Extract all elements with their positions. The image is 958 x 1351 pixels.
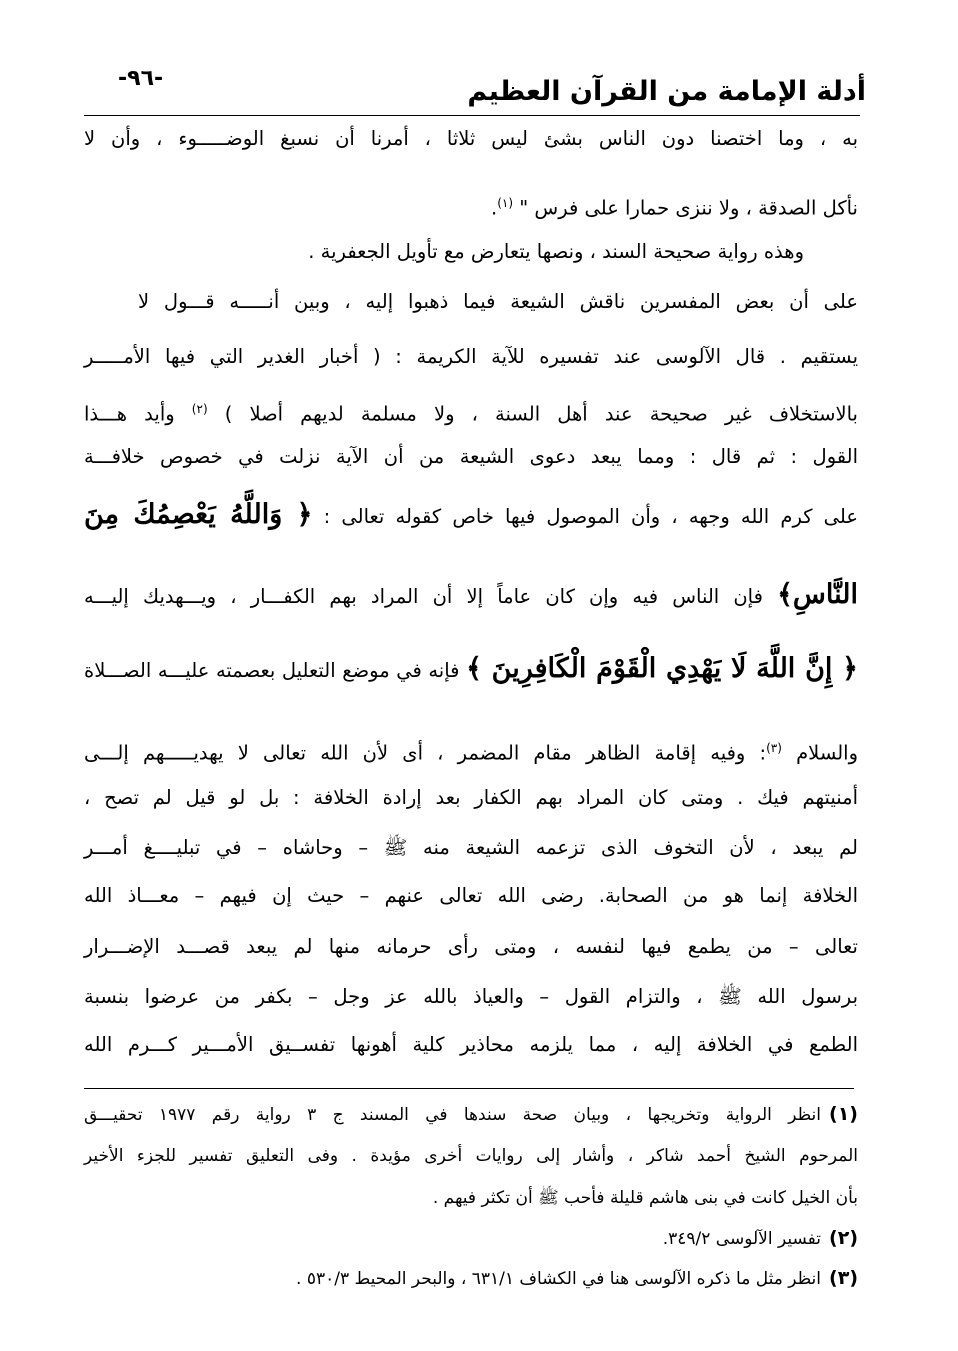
body-line: برسول الله ﷺ ، والتزام القول – والعياذ بالله عز وجل – بكفر من عرضوا بنسبة — [84, 985, 858, 1008]
body-line: الخلافة إنما هو من الصحابة. رضى الله تعالى عنهم – حيث إن فيهم – معـــاذ الله — [84, 884, 858, 907]
footnote-3: (٣)انظر مثل ما ذكره الآلوسى هنا في الكشاف ٦٣١/١ ، والبحر المحيط ٥٣٠/٣ . — [296, 1267, 858, 1289]
body-line: ﴿ إِنَّ اللَّهَ لَا يَهْدِي الْقَوْمَ الْكَافِرِينَ ﴾ فإنه في موضع التعليل بعصمته عليـــه الصـــلاة — [84, 653, 858, 684]
quran-verse: النَّاسِ﴾ — [777, 579, 858, 610]
running-title: أدلة الإمامة من القرآن العظيم — [467, 76, 866, 107]
body-line: النَّاسِ﴾ فإن الناس فيه وإن كان عاماً إلا أن المراد بهم الكفـــار ، ويـــهديك إليـــه — [84, 579, 858, 610]
footnote-1: (١)انظر الرواية وتخريجها ، وبيان صحة سندها في المسند ج ٣ رواية رقم ١٩٧٧ تحقيـــق — [84, 1103, 858, 1125]
footnote-ref: (٢) — [191, 402, 208, 416]
footnote-1-continued: بأن الخيل كانت في بنى هاشم قليلة فأحب ﷺ أن تكثر فيهم . — [432, 1188, 858, 1208]
footnote-ref: (١) — [497, 196, 514, 210]
footnote-number: (١) — [829, 1103, 858, 1125]
body-line: تعالى – من يطمع فيها لنفسه ، ومتى رأى حرمانه منها لم يبعد قصـــد الإضـــرار — [84, 935, 858, 958]
footnote-1-continued: المرحوم الشيخ أحمد شاكر ، وأشار إلى روايات أخرى مؤيدة . وفى التعليق تفسير للجزء الأخير — [84, 1146, 858, 1166]
body-line: به ، وما اختصنا دون الناس بشئ ليس ثلاثا ، أمرنا أن نسبغ الوضـــــوء ، وأن لا — [84, 127, 858, 150]
footnote-2: (٢)تفسير الآلوسى ٣٤٩/٢. — [662, 1227, 858, 1249]
body-line: وهذه رواية صحيحة السند ، ونصها يتعارض مع تأويل الجعفرية . — [308, 240, 804, 263]
footnote-number: (٣) — [829, 1267, 858, 1289]
footnote-number: (٢) — [829, 1227, 858, 1249]
body-line: بالاستخلاف غير صحيحة عند أهل السنة ، ولا مسلمة لديهم أصلا ) $^{(٢)}$ وأيد هـــذا — [84, 402, 858, 426]
body-line: القول : ثم قال : ومما يبعد دعوى الشيعة من أن الآية نزلت في خصوص خلافـــة — [84, 445, 858, 468]
body-line: أمنيتهم فيك . ومتى كان المراد بهم الكفار بعد إرادة الخلافة : بل لو قيل لم تصح ، — [84, 786, 858, 809]
footnote-separator — [84, 1088, 854, 1089]
body-line: يستقيم . قال الآلوسى عند تفسيره للآية الكريمة : ( أخبار الغدير التي فيها الأمـــــر — [84, 345, 858, 368]
body-line: على أن بعض المفسرين ناقش الشيعة فيما ذهبوا إليه ، وبين أنـــــه قـــول لا — [138, 290, 858, 313]
body-line: لم يبعد ، لأن التخوف الذى تزعمه الشيعة منه ﷺ – وحاشاه – في تبليــــغ أمـــر — [84, 836, 858, 859]
body-line: والسلام $^{(٣)}$: وفيه إقامة الظاهر مقام المضمر ، أى لأن الله تعالى لا يهديـــــهم إلـــى — [84, 741, 858, 765]
quran-verse: ﴿ إِنَّ اللَّهَ لَا يَهْدِي الْقَوْمَ الْكَافِرِينَ ﴾ — [466, 653, 858, 684]
header-rule — [84, 115, 860, 116]
footnote-ref: (٣) — [766, 741, 782, 755]
quran-verse: ﴿ وَاللَّهُ يَعْصِمُكَ مِنَ — [84, 499, 313, 530]
body-line: على كرم الله وجهه ، وأن الموصول فيها خاص كقوله تعالى : ﴿ وَاللَّهُ يَعْصِمُكَ مِنَ — [84, 499, 858, 530]
body-line: نأكل الصدقة ، ولا ننزى حمارا على فرس " $^{(١)}$. — [491, 196, 858, 220]
page-number: -٩٦- — [118, 66, 164, 91]
body-line: الطمع في الخلافة إليه ، مما يلزمه محاذير كلية أهونها تفســيق الأمـــير كـــرم الله — [84, 1033, 858, 1056]
